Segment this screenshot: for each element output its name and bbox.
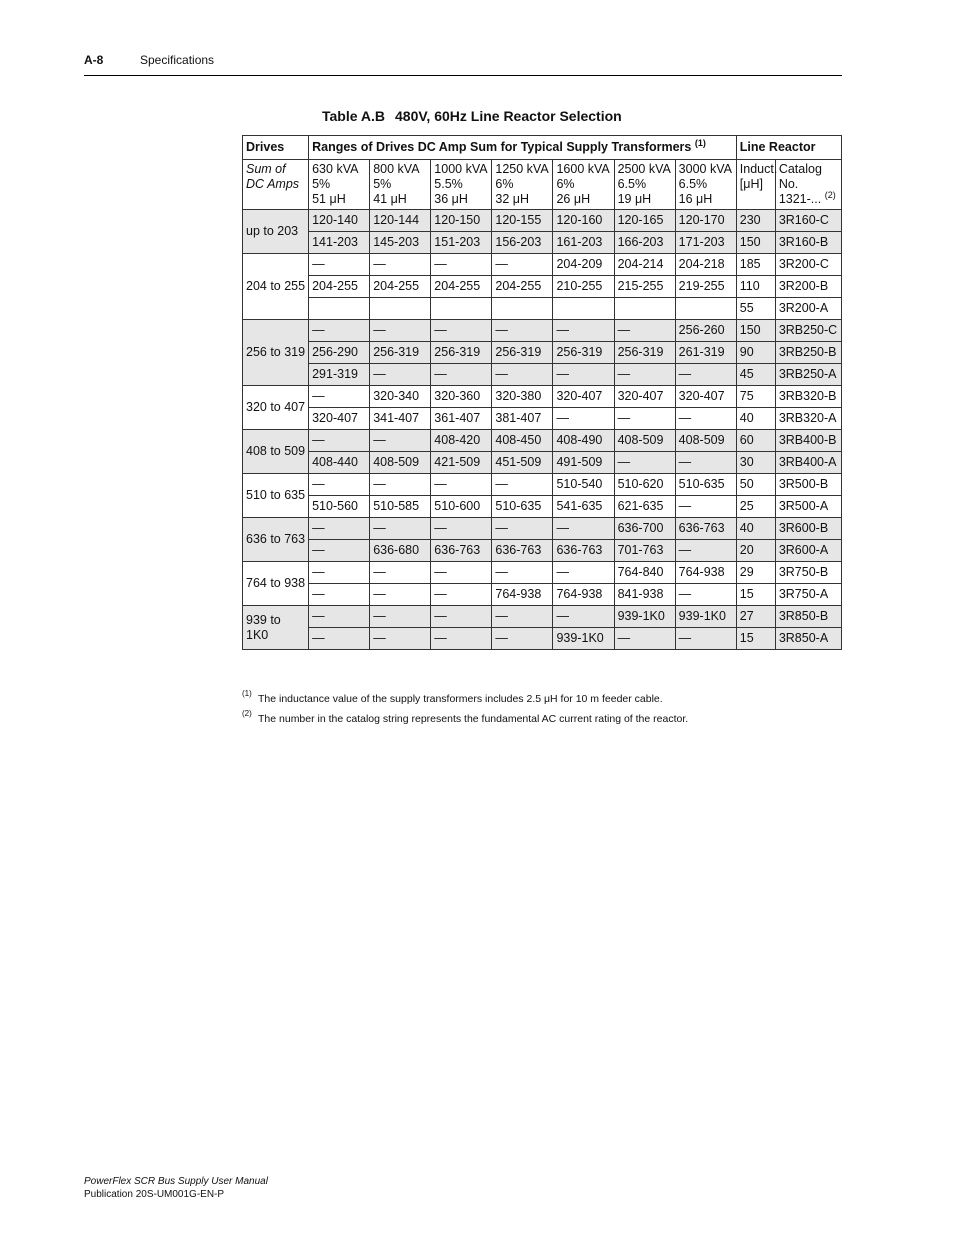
range-cell: 161-203	[553, 232, 614, 254]
inductance-header	[736, 160, 778, 210]
sum-of-dc-amps-header: Sum of DC Amps	[243, 160, 309, 210]
range-cell: —	[675, 408, 736, 430]
footnote-ref-2: (2)	[824, 190, 836, 200]
range-cell: —	[370, 254, 431, 276]
transformer-uh: 51 μH	[312, 192, 346, 206]
range-cell: 939-1K0	[614, 606, 675, 628]
catalog-cell: 3R160-C	[775, 210, 841, 232]
table-row	[243, 452, 842, 474]
catalog-cell: 3RB250-B	[775, 342, 841, 364]
range-cell: —	[309, 584, 370, 606]
range-cell: —	[614, 408, 675, 430]
transformer-pct: 6%	[495, 177, 514, 191]
inductance-cell: 25	[736, 496, 775, 518]
range-cell	[431, 298, 492, 320]
table-row	[243, 606, 842, 628]
range-cell: —	[370, 364, 431, 386]
transformer-kva: 1600 kVA	[556, 162, 610, 176]
range-cell: 204-255	[431, 276, 492, 298]
range-cell	[309, 298, 370, 320]
range-cell: —	[309, 386, 370, 408]
transformer-kva: 1250 kVA	[495, 162, 549, 176]
range-cell: —	[492, 320, 553, 342]
transformer-pct: 5%	[312, 177, 331, 191]
range-cell: —	[614, 452, 675, 474]
catalog-cell: 3RB400-A	[775, 452, 841, 474]
catalog-cell: 3R500-A	[775, 496, 841, 518]
range-cell: 256-319	[553, 342, 614, 364]
drives-range-cell: 408 to 509	[243, 430, 309, 474]
catalog-cell: 3R160-B	[775, 232, 841, 254]
transformer-pct: 6.5%	[617, 177, 647, 191]
transformer-kva: 800 kVA	[373, 162, 420, 176]
range-cell: 421-509	[431, 452, 492, 474]
footnote-1	[242, 689, 663, 705]
table-row	[243, 474, 842, 496]
range-cell: 261-319	[675, 342, 736, 364]
range-cell: 621-635	[614, 496, 675, 518]
transformer-header	[492, 160, 553, 210]
range-cell: —	[309, 606, 370, 628]
range-cell: 204-255	[370, 276, 431, 298]
range-cell: —	[675, 584, 736, 606]
line-reactor-table	[242, 135, 842, 650]
range-cell: —	[492, 518, 553, 540]
catalog-header-line: Catalog No.	[778, 162, 822, 191]
range-cell: —	[309, 474, 370, 496]
range-cell: —	[431, 364, 492, 386]
inductance-cell: 30	[736, 452, 775, 474]
catalog-cell: 3R750-A	[775, 584, 841, 606]
inductance-header-line: Induct.	[739, 162, 778, 176]
drives-range-cell: 510 to 635	[243, 474, 309, 518]
range-cell: —	[370, 584, 431, 606]
range-cell: 636-763	[553, 540, 614, 562]
range-cell: 541-635	[553, 496, 614, 518]
range-cell: 320-340	[370, 386, 431, 408]
catalog-header	[775, 160, 841, 210]
transformer-kva: 630 kVA	[312, 162, 359, 176]
table-number: Table A.B	[322, 108, 386, 124]
range-cell: —	[309, 430, 370, 452]
publication-number: Publication 20S-UM001G-EN-P	[84, 1189, 225, 1200]
range-cell: 510-600	[431, 496, 492, 518]
footnote-2-text: The number in the catalog string represents the fundamental AC current rating of the reactor.	[258, 713, 689, 725]
range-cell: 510-620	[614, 474, 675, 496]
table-row	[243, 540, 842, 562]
inductance-cell: 27	[736, 606, 775, 628]
table-row	[243, 210, 842, 232]
range-cell: 491-509	[553, 452, 614, 474]
range-cell: 120-150	[431, 210, 492, 232]
footnote-ref-1: (1)	[694, 138, 706, 148]
range-cell: —	[309, 518, 370, 540]
range-cell: 408-509	[675, 430, 736, 452]
range-cell: 151-203	[431, 232, 492, 254]
range-cell: 204-214	[614, 254, 675, 276]
range-cell: —	[431, 518, 492, 540]
range-cell: —	[675, 540, 736, 562]
range-cell: 510-635	[675, 474, 736, 496]
transformer-kva: 2500 kVA	[617, 162, 671, 176]
range-cell: —	[431, 628, 492, 650]
transformer-header	[309, 160, 370, 210]
range-cell: 408-420	[431, 430, 492, 452]
drives-range-cell: 764 to 938	[243, 562, 309, 606]
inductance-cell: 55	[736, 298, 775, 320]
range-cell: —	[309, 540, 370, 562]
range-cell: —	[370, 518, 431, 540]
range-cell: 166-203	[614, 232, 675, 254]
range-cell: 764-840	[614, 562, 675, 584]
range-cell: 510-585	[370, 496, 431, 518]
footnote-1-mark: (1)	[242, 689, 252, 698]
range-cell: 451-509	[492, 452, 553, 474]
transformer-header	[614, 160, 675, 210]
transformer-header	[553, 160, 614, 210]
range-cell: —	[431, 584, 492, 606]
range-cell: 256-319	[370, 342, 431, 364]
range-cell: 320-360	[431, 386, 492, 408]
range-cell: 256-260	[675, 320, 736, 342]
drives-range-cell: 256 to 319	[243, 320, 309, 386]
drives-range-cell: 320 to 407	[243, 386, 309, 430]
range-cell: —	[492, 628, 553, 650]
range-cell	[553, 298, 614, 320]
drives-range-cell: up to 203	[243, 210, 309, 254]
range-cell	[675, 298, 736, 320]
inductance-cell: 60	[736, 430, 775, 452]
catalog-cell: 3R200-A	[775, 298, 841, 320]
range-cell: —	[431, 606, 492, 628]
drives-range-cell: 636 to 763	[243, 518, 309, 562]
table-row	[243, 320, 842, 342]
range-cell: —	[553, 606, 614, 628]
table-row	[243, 628, 842, 650]
range-cell: —	[431, 320, 492, 342]
line-reactor-header: Line Reactor	[736, 136, 841, 160]
range-cell: 320-407	[309, 408, 370, 430]
page-footer	[84, 1175, 268, 1201]
range-cell: 764-938	[492, 584, 553, 606]
transformer-uh: 19 μH	[617, 192, 652, 206]
transformer-uh: 26 μH	[556, 192, 591, 206]
header-row	[243, 136, 842, 160]
range-cell	[370, 298, 431, 320]
inductance-cell: 15	[736, 628, 775, 650]
table-row	[243, 254, 842, 276]
subheader-row	[243, 160, 842, 210]
inductance-cell: 75	[736, 386, 775, 408]
inductance-cell: 29	[736, 562, 775, 584]
range-cell: 120-170	[675, 210, 736, 232]
inductance-header-line: [μH]	[739, 177, 763, 191]
range-cell: —	[370, 562, 431, 584]
range-cell: —	[614, 628, 675, 650]
catalog-cell: 3R200-B	[775, 276, 841, 298]
page-number: A-8	[84, 53, 104, 67]
catalog-cell: 3R850-A	[775, 628, 841, 650]
range-cell: —	[675, 364, 736, 386]
catalog-prefix: 1321-...	[778, 192, 822, 206]
range-cell: 141-203	[309, 232, 370, 254]
range-cell: 636-763	[675, 518, 736, 540]
transformer-header	[675, 160, 736, 210]
table-row	[243, 342, 842, 364]
range-cell: —	[492, 606, 553, 628]
range-cell: —	[614, 364, 675, 386]
range-cell: 510-540	[553, 474, 614, 496]
manual-title: PowerFlex SCR Bus Supply User Manual	[84, 1176, 268, 1187]
range-cell: —	[309, 562, 370, 584]
range-cell: —	[614, 320, 675, 342]
range-cell: 408-509	[614, 430, 675, 452]
range-cell: —	[370, 474, 431, 496]
range-cell: —	[492, 364, 553, 386]
range-cell: —	[309, 628, 370, 650]
range-cell: 408-440	[309, 452, 370, 474]
catalog-cell: 3R850-B	[775, 606, 841, 628]
range-cell: 408-450	[492, 430, 553, 452]
table-row	[243, 562, 842, 584]
range-cell: 320-407	[614, 386, 675, 408]
range-cell: 408-490	[553, 430, 614, 452]
inductance-cell: 20	[736, 540, 775, 562]
range-cell: 256-319	[492, 342, 553, 364]
range-cell: 320-407	[553, 386, 614, 408]
drives-range-cell: 939 to 1K0	[243, 606, 309, 650]
transformer-pct: 5.5%	[434, 177, 463, 191]
range-cell: 341-407	[370, 408, 431, 430]
range-cell: 256-290	[309, 342, 370, 364]
range-cell	[492, 298, 553, 320]
range-cell: 939-1K0	[553, 628, 614, 650]
transformer-uh: 36 μH	[434, 192, 468, 206]
range-cell: —	[492, 254, 553, 276]
footnote-2	[242, 709, 689, 725]
table-row	[243, 386, 842, 408]
inductance-cell: 15	[736, 584, 775, 606]
transformer-pct: 5%	[373, 177, 392, 191]
transformer-uh: 16 μH	[678, 192, 713, 206]
range-cell: 120-165	[614, 210, 675, 232]
range-cell: 171-203	[675, 232, 736, 254]
table-caption	[322, 108, 622, 124]
range-cell: 636-680	[370, 540, 431, 562]
catalog-cell: 3RB400-B	[775, 430, 841, 452]
range-cell: 764-938	[553, 584, 614, 606]
transformer-header	[431, 160, 492, 210]
range-cell: —	[553, 364, 614, 386]
range-cell: —	[370, 606, 431, 628]
table-row	[243, 584, 842, 606]
range-cell: —	[431, 254, 492, 276]
catalog-cell: 3RB320-A	[775, 408, 841, 430]
range-cell: 701-763	[614, 540, 675, 562]
inductance-cell: 50	[736, 474, 775, 496]
range-cell: —	[370, 320, 431, 342]
range-cell	[614, 298, 675, 320]
catalog-cell: 3R600-B	[775, 518, 841, 540]
table-title: 480V, 60Hz Line Reactor Selection	[395, 108, 622, 124]
range-cell: 320-380	[492, 386, 553, 408]
transformer-uh: 32 μH	[495, 192, 529, 206]
inductance-cell: 110	[736, 276, 775, 298]
range-cell: 156-203	[492, 232, 553, 254]
section-title: Specifications	[140, 53, 215, 67]
table-row	[243, 298, 842, 320]
catalog-cell: 3R600-A	[775, 540, 841, 562]
range-cell: 120-160	[553, 210, 614, 232]
range-cell: 636-763	[431, 540, 492, 562]
inductance-cell: 45	[736, 364, 775, 386]
range-cell: 636-700	[614, 518, 675, 540]
range-cell: —	[553, 408, 614, 430]
footnote-2-mark: (2)	[242, 709, 252, 718]
range-cell: 256-319	[614, 342, 675, 364]
catalog-cell: 3R750-B	[775, 562, 841, 584]
drives-range-cell: 204 to 255	[243, 254, 309, 320]
range-cell: —	[492, 474, 553, 496]
range-cell: —	[675, 496, 736, 518]
transformer-pct: 6%	[556, 177, 575, 191]
range-cell: 120-140	[309, 210, 370, 232]
table-row	[243, 276, 842, 298]
range-cell: 939-1K0	[675, 606, 736, 628]
transformer-pct: 6.5%	[678, 177, 708, 191]
ranges-header-text: Ranges of Drives DC Amp Sum for Typical Supply Transformers	[312, 140, 692, 154]
table-row	[243, 364, 842, 386]
range-cell: —	[309, 320, 370, 342]
inductance-cell: 185	[736, 254, 775, 276]
ranges-header	[309, 136, 737, 160]
inductance-cell: 40	[736, 518, 775, 540]
range-cell: —	[492, 562, 553, 584]
range-cell: 204-255	[309, 276, 370, 298]
range-cell: 841-938	[614, 584, 675, 606]
range-cell: 145-203	[370, 232, 431, 254]
inductance-cell: 150	[736, 320, 775, 342]
table-row	[243, 496, 842, 518]
range-cell: —	[553, 320, 614, 342]
range-cell: —	[431, 562, 492, 584]
range-cell: 361-407	[431, 408, 492, 430]
range-cell: —	[553, 518, 614, 540]
range-cell: 381-407	[492, 408, 553, 430]
table-body	[243, 210, 842, 650]
drives-header: Drives	[243, 136, 309, 160]
page-header	[84, 52, 842, 76]
transformer-kva: 1000 kVA	[434, 162, 488, 176]
transformer-header	[370, 160, 431, 210]
range-cell: 215-255	[614, 276, 675, 298]
range-cell: 408-509	[370, 452, 431, 474]
range-cell: 120-155	[492, 210, 553, 232]
catalog-cell: 3R500-B	[775, 474, 841, 496]
range-cell: 204-255	[492, 276, 553, 298]
inductance-cell: 150	[736, 232, 775, 254]
table-row	[243, 430, 842, 452]
range-cell: 204-209	[553, 254, 614, 276]
range-cell: —	[370, 628, 431, 650]
range-cell: 510-635	[492, 496, 553, 518]
range-cell: 256-319	[431, 342, 492, 364]
range-cell: 764-938	[675, 562, 736, 584]
transformer-uh: 41 μH	[373, 192, 407, 206]
catalog-cell: 3RB250-C	[775, 320, 841, 342]
table-row	[243, 232, 842, 254]
inductance-cell: 230	[736, 210, 775, 232]
range-cell: 291-319	[309, 364, 370, 386]
range-cell: 510-560	[309, 496, 370, 518]
range-cell: 120-144	[370, 210, 431, 232]
range-cell: —	[675, 452, 736, 474]
footnote-1-text: The inductance value of the supply transformers includes 2.5 μH for 10 m feeder cable.	[258, 693, 663, 705]
range-cell: —	[553, 562, 614, 584]
catalog-cell: 3R200-C	[775, 254, 841, 276]
catalog-cell: 3RB250-A	[775, 364, 841, 386]
range-cell: 320-407	[675, 386, 736, 408]
inductance-cell: 90	[736, 342, 775, 364]
range-cell: —	[431, 474, 492, 496]
table-row	[243, 518, 842, 540]
catalog-header-line	[779, 192, 838, 207]
range-cell: 636-763	[492, 540, 553, 562]
inductance-cell: 40	[736, 408, 775, 430]
range-cell: 210-255	[553, 276, 614, 298]
range-cell: —	[370, 430, 431, 452]
range-cell: —	[675, 628, 736, 650]
transformer-kva: 3000 kVA	[678, 162, 732, 176]
range-cell: —	[309, 254, 370, 276]
catalog-cell: 3RB320-B	[775, 386, 841, 408]
table-row	[243, 408, 842, 430]
range-cell: 219-255	[675, 276, 736, 298]
range-cell: 204-218	[675, 254, 736, 276]
